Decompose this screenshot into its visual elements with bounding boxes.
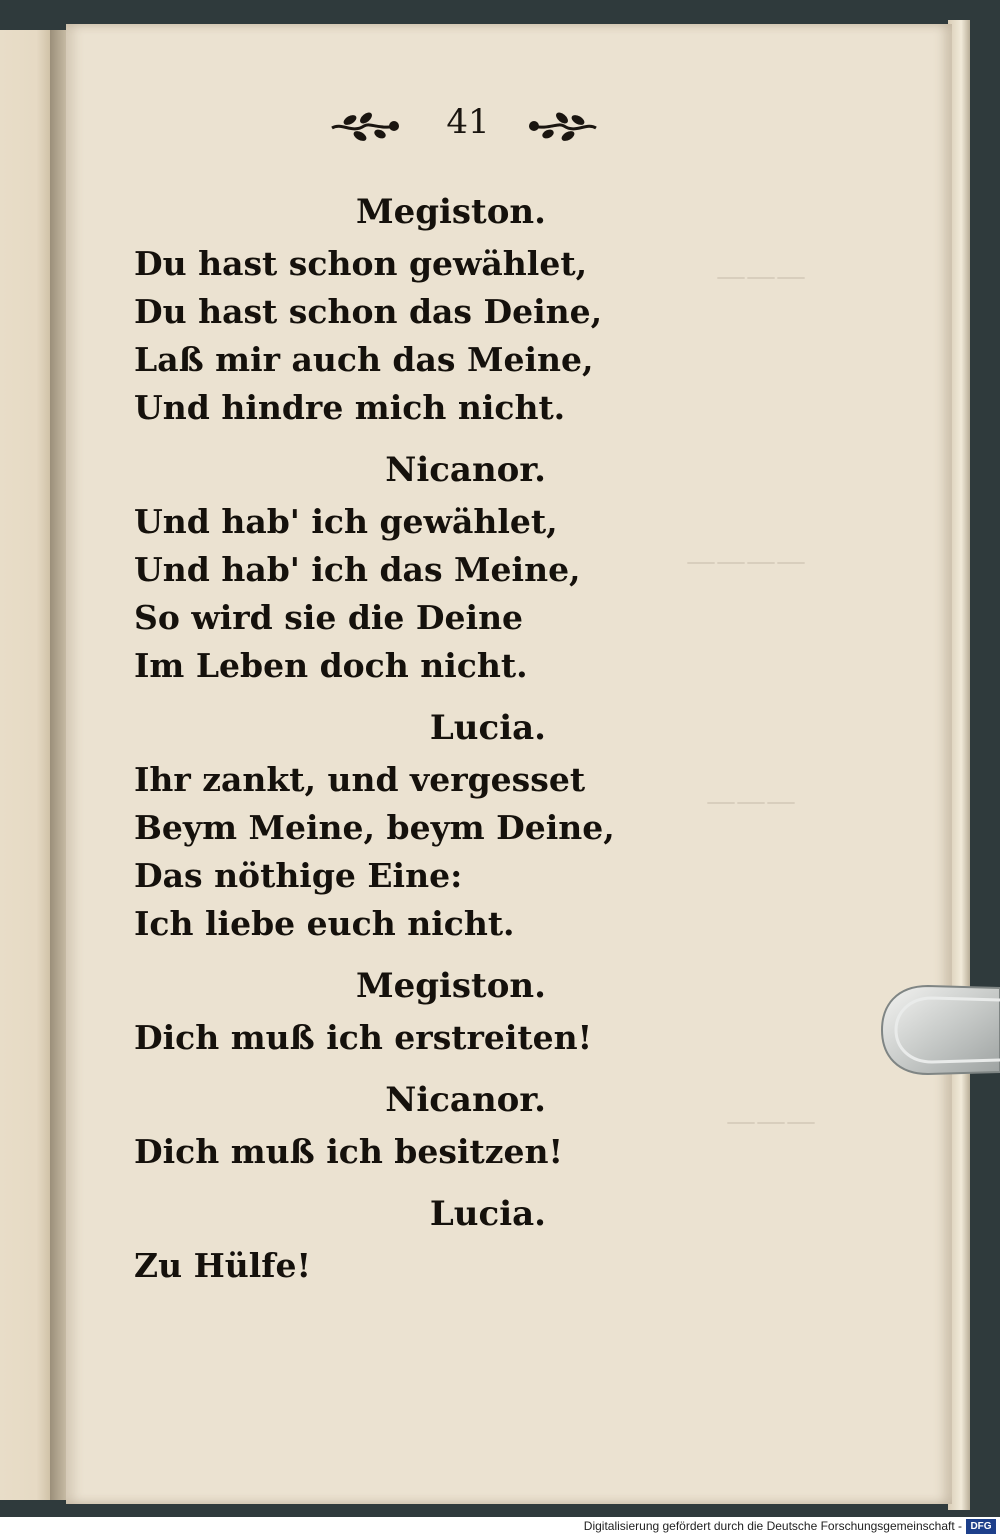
speech-block-lucia [134,700,614,948]
speaker-name: Lucia. [429,1194,546,1234]
verse-line: Dich muß ich erstreiten! [134,1018,593,1057]
page-number: 41 [446,102,490,142]
speaker-name: Lucia. [429,708,546,748]
funding-credit: Digitalisierung gefördert durch die Deutsche Forschungsgemeinschaft - [583,1519,962,1533]
dfg-logo: DFG [966,1519,996,1534]
show-through-text: ——— [706,784,796,819]
speech-block-nicanor [134,1072,614,1176]
speaker-name: Megiston. [355,966,546,1006]
speaker-name: Megiston. [355,192,546,232]
speech-block-megiston [134,184,614,432]
verse-line: Ihr zankt, und vergesset [134,760,586,799]
verse-line: Ich liebe euch nicht. [134,904,515,943]
verse-line: Und hindre mich nicht. [134,388,566,427]
verse-line: Im Leben doch nicht. [134,646,528,685]
verse-line: Beym Meine, beym Deine, [134,808,615,847]
verse-line: Du hast schon gewählet, [134,244,588,283]
speech-block-lucia [134,1186,614,1290]
verse-line: So wird sie die Deine [134,598,524,637]
digitization-footer [0,1517,1000,1537]
verse-line: Und hab' ich das Meine, [134,550,581,589]
page-header [330,102,600,152]
verse-line: Du hast schon das Deine, [134,292,603,331]
page-clip-icon [880,982,1000,1078]
verse-line: Dich muß ich besitzen! [134,1132,563,1171]
speech-block-megiston [134,958,614,1062]
leaf-ornament-right-icon [528,108,598,144]
verse-line: Zu Hülfe! [134,1246,311,1285]
leaf-ornament-left-icon [330,108,400,144]
speech-block-nicanor [134,442,614,690]
show-through-text: ——— [726,1104,816,1139]
dialogue-text [134,180,614,1300]
verse-line: Und hab' ich gewählet, [134,502,558,541]
previous-page-edge [0,30,52,1500]
speaker-name: Nicanor. [385,450,546,490]
speaker-name: Nicanor. [385,1080,546,1120]
show-through-text: ———— [686,544,806,579]
show-through-text: ——— [716,259,806,294]
verse-line: Das nöthige Eine: [134,856,463,895]
verse-line: Laß mir auch das Meine, [134,340,594,379]
